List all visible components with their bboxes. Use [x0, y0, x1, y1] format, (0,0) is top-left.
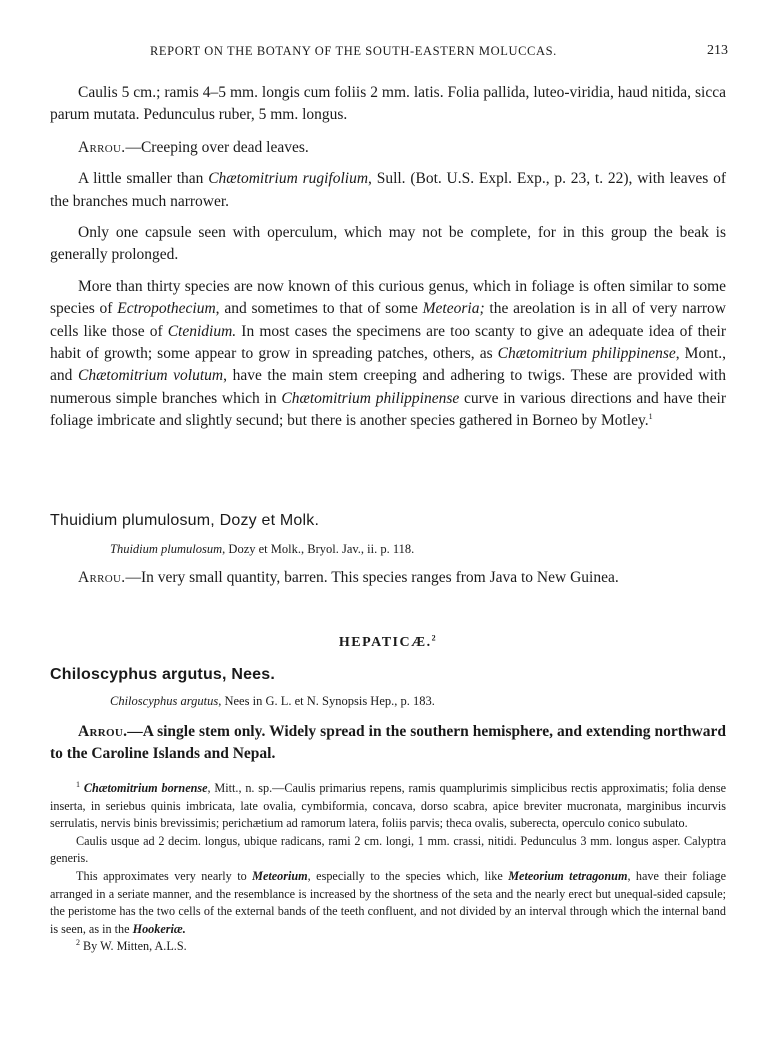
running-title: REPORT ON THE BOTANY OF THE SOUTH-EASTERN MOLUCCAS.	[150, 44, 557, 58]
footnote-1-para-2: Caulis usque ad 2 decim. longus, ubique radicans, rami 2 cm. longi, 1 mm. crassi, nitidi. Pedunculus 3 mm. longus asper. Calyptra generis.	[50, 833, 726, 866]
capsule-paragraph: Only one capsule seen with operculum, which may not be complete, for in this group the beak is generally prolonged.	[50, 224, 726, 264]
habitat-note-3: Arrou.—A single stem only. Widely spread in the southern hemisphere, and extending northward to the Caroline Islands and Nepal.	[50, 722, 726, 763]
footnote-ref-1: 1	[648, 412, 653, 422]
synonym-citation: Chiloscyphus argutus, Nees in G. L. et N. Synopsis Hep., p. 183.	[110, 694, 435, 709]
latin-description: Caulis 5 cm.; ramis 4–5 mm. longis cum foliis 2 mm. latis. Folia pallida, luteo-viridia, haud nitida, sicca parum mutata. Pedunculus ruber, 5 mm. longus.	[50, 84, 726, 124]
chiloscyphus-entry	[50, 664, 726, 766]
locality-text: —Creeping over dead leaves.	[125, 138, 309, 156]
footnotes	[50, 780, 726, 956]
comparison-paragraph: A little smaller than Chætomitrium rugifolium, Sull. (Bot. U.S. Expl. Exp., p. 23, t. 22), with leaves of the branches much narrower.	[50, 170, 726, 210]
habitat-note-2: Arrou.—In very small quantity, barren. This species ranges from Java to New Guinea.	[78, 568, 619, 586]
page-number: 213	[707, 43, 728, 58]
species-ref: Chætomitrium rugifolium	[208, 170, 369, 188]
main-text-top	[50, 82, 726, 433]
hepaticae-section	[50, 632, 726, 654]
footnote-1-para-3: This approximates very nearly to Meteorium, especially to the species which, like Meteorium tetragonum, have their foliage arranged in a seriate manner, and the resemblance is increased by the shortness of the seta and the nearly erect but unequal-sided capsule; the peristome has the two cells of the external bands of the teeth confluent, and not divided by an interval through which the internal band is seen, as in the Hookeriæ.	[50, 868, 726, 936]
genus-discussion: More than thirty species are now known of this curious genus, which in foliage is often similar to some species of Ectropothecium, and sometimes to that of some Meteoria; the areolation is in all of very narrow cells like those of Ctenidium. In most cases the specimens are too scanty to give an adequate idea of their habit of growth; some appear to grow in spreading patches, others, as Chætomitrium philippinense, Mont., and Chætomitrium volutum, have the main stem creeping and adhering to twigs. These are provided with numerous simple branches which in Chætomitrium philippinense curve in various directions and have their foliage imbricate and slightly secund; but there is another species gathered in Borneo by Motley.$^1$	[50, 277, 727, 430]
locality-label: Arrou.	[78, 138, 126, 156]
habitat-note-1	[50, 137, 726, 159]
footnote-ref-2: 2	[431, 633, 438, 643]
species-heading: Thuidium plumulosum, Dozy et Molk.	[50, 512, 320, 529]
species-heading: Chiloscyphus argutus, Nees.	[50, 666, 276, 683]
footnote-1: $^1$ Chætomitrium bornense, Mitt., n. sp.—Caulis primarius repens, ramis quamplurimis simplicibus rectis approximatis; folia dense inserta, in seriebus quinis imbricata, late ovalia, cymbiformia, concava, dorso scabra, apice breviter mucronata, marginibus incurvis serrulatis, nervis binis brevissimis; perichætium ad ramorum latera, foliis parvis; theca ovalis, suberecta, operculo conico subulato.	[50, 779, 726, 831]
thuidium-entry	[50, 510, 726, 589]
synonym-citation: Thuidium plumulosum, Dozy et Molk., Bryol. Jav., ii. p. 118.	[110, 542, 415, 557]
section-heading: HEPATICÆ.$^2$	[338, 633, 438, 650]
footnote-2: $^2$ By W. Mitten, A.L.S.	[76, 938, 187, 954]
